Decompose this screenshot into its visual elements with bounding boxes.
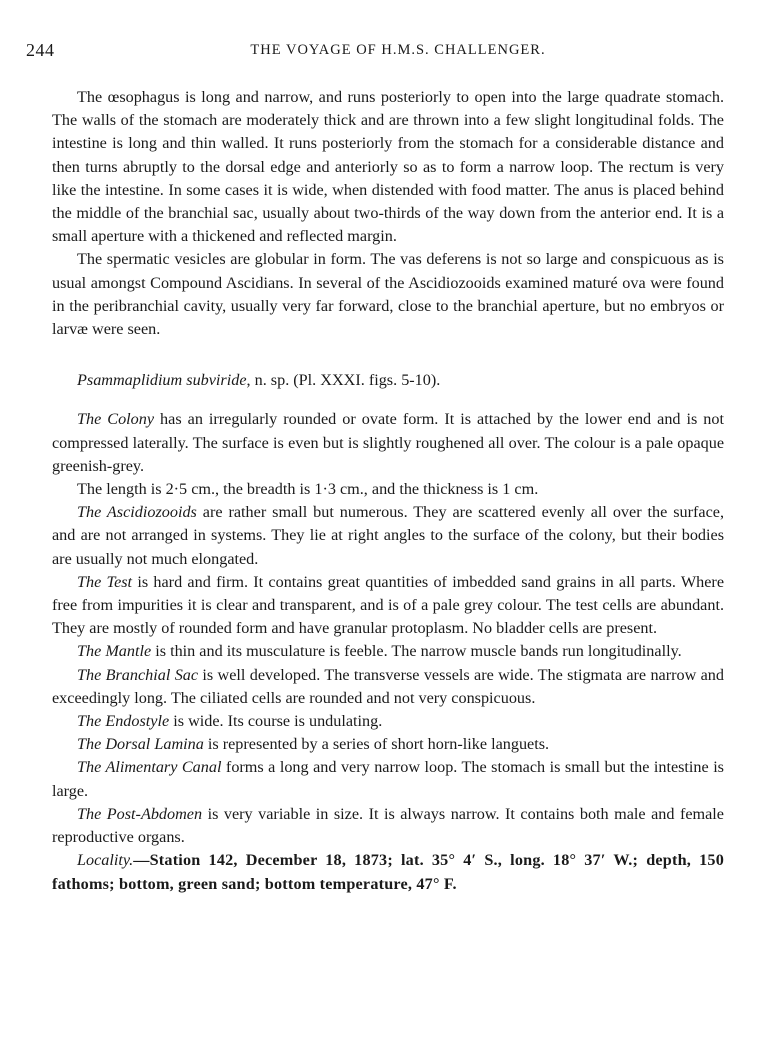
branchial-sac-text: is well developed. The transverse vessels are wide. The stigmata are narrow and exceedingly long. The ciliated cells are rounded and not very conspicuous. bbox=[52, 665, 724, 707]
paragraph-alimentary-description: The œsophagus is long and narrow, and runs posteriorly to open into the large quadrate stomach. The walls of the stomach are moderately thick and are thrown into a few slight longitudinal folds. The intestine is long and thin walled. It runs posteriorly from the stomach for a considerable distance and then turns abruptly to the dorsal edge and anteriorly so as to form a narrow loop. The rectum is very like the intestine. In some cases it is wide, when distended with food matter. The anus is placed behind the middle of the branchial sac, usually about two-thirds of the way down from the anterior end. It is a small aperture with a thickened and reflected margin. bbox=[52, 88, 724, 246]
page-header bbox=[26, 40, 748, 62]
page-number: 244 bbox=[26, 40, 55, 60]
colony-text: has an irregularly rounded or ovate form. It is attached by the lower end and is not compressed laterally. The surface is even but is slightly roughened all over. The colour is a pale opaque greenish-grey. bbox=[52, 410, 724, 475]
alimentary-canal-heading: The Alimentary Canal bbox=[77, 758, 222, 777]
post-abdomen-text: is very variable in size. It is always narrow. It contains both male and female reproductive organs. bbox=[52, 804, 724, 847]
endostyle-text: is wide. Its course is undulating. bbox=[169, 712, 383, 731]
species-reference: , n. sp. (Pl. XXXI. figs. 5-10). bbox=[246, 371, 441, 390]
paragraph-dimensions: The length is 2·5 cm., the breadth is 1·3 cm., and the thickness is 1 cm. bbox=[77, 480, 539, 499]
paragraph-mantle bbox=[52, 640, 724, 663]
mantle-heading: The Mantle bbox=[77, 642, 152, 661]
paragraph-branchial-sac bbox=[52, 664, 724, 710]
paragraph-locality bbox=[52, 849, 724, 895]
paragraph-reproductive-description: The spermatic vesicles are globular in form. The vas deferens is not so large and conspicuous as is usual amongst Compound Ascidians. In several of the Ascidiozooids examined maturé ova were found in the peribranchial cavity, usually very far forward, close to the branchial aperture, but no embryos or larvæ were seen. bbox=[52, 250, 724, 339]
paragraph-post-abdomen bbox=[52, 803, 724, 849]
section-spacer bbox=[52, 341, 724, 369]
dorsal-lamina-text: is represented by a series of short horn-like languets. bbox=[203, 735, 550, 754]
paragraph-dorsal-lamina bbox=[52, 733, 724, 756]
ascidiozooids-heading: The Ascidiozooids bbox=[77, 503, 197, 522]
section-spacer bbox=[52, 392, 724, 408]
body-text bbox=[52, 86, 724, 896]
locality-text: —Station 142, December 18, 1873; lat. 35° 4′ S., long. 18° 37′ W.; depth, 150 fathoms; bottom, green sand; bottom temperature, 47° F. bbox=[52, 851, 724, 893]
running-title: THE VOYAGE OF H.M.S. CHALLENGER. bbox=[250, 42, 546, 58]
test-text: is hard and firm. It contains great quantities of imbedded sand grains in all parts. Where free from impurities it is clear and transparent, and is of a pale grey colour. The test cells are abundant. They are mostly of rounded form and have granular protoplasm. No bladder cells are present. bbox=[52, 572, 725, 638]
locality-heading: Locality. bbox=[77, 851, 134, 870]
endostyle-heading: The Endostyle bbox=[77, 712, 170, 731]
dorsal-lamina-heading: The Dorsal Lamina bbox=[77, 735, 204, 754]
paragraph-endostyle bbox=[52, 710, 724, 733]
paragraph-alimentary-canal bbox=[52, 756, 724, 802]
paragraph-colony bbox=[52, 408, 724, 478]
post-abdomen-heading: The Post-Abdomen bbox=[77, 804, 203, 823]
paragraph-ascidiozooids bbox=[52, 501, 724, 571]
colony-heading: The Colony bbox=[77, 410, 155, 429]
species-heading bbox=[52, 369, 724, 392]
branchial-sac-heading: The Branchial Sac bbox=[77, 665, 199, 684]
paragraph-test bbox=[52, 571, 724, 641]
alimentary-canal-text: forms a long and very narrow loop. The stomach is small but the intestine is large. bbox=[52, 758, 724, 800]
ascidiozooids-text: are rather small but numerous. They are scattered evenly all over the surface, and are not arranged in systems. They lie at right angles to the surface of the colony, but their bodies are usually not much elongated. bbox=[52, 503, 724, 568]
mantle-text: is thin and its musculature is feeble. The narrow muscle bands run longitudinally. bbox=[151, 642, 682, 661]
test-heading: The Test bbox=[77, 572, 133, 591]
species-name: Psammaplidium subviride bbox=[77, 371, 247, 390]
